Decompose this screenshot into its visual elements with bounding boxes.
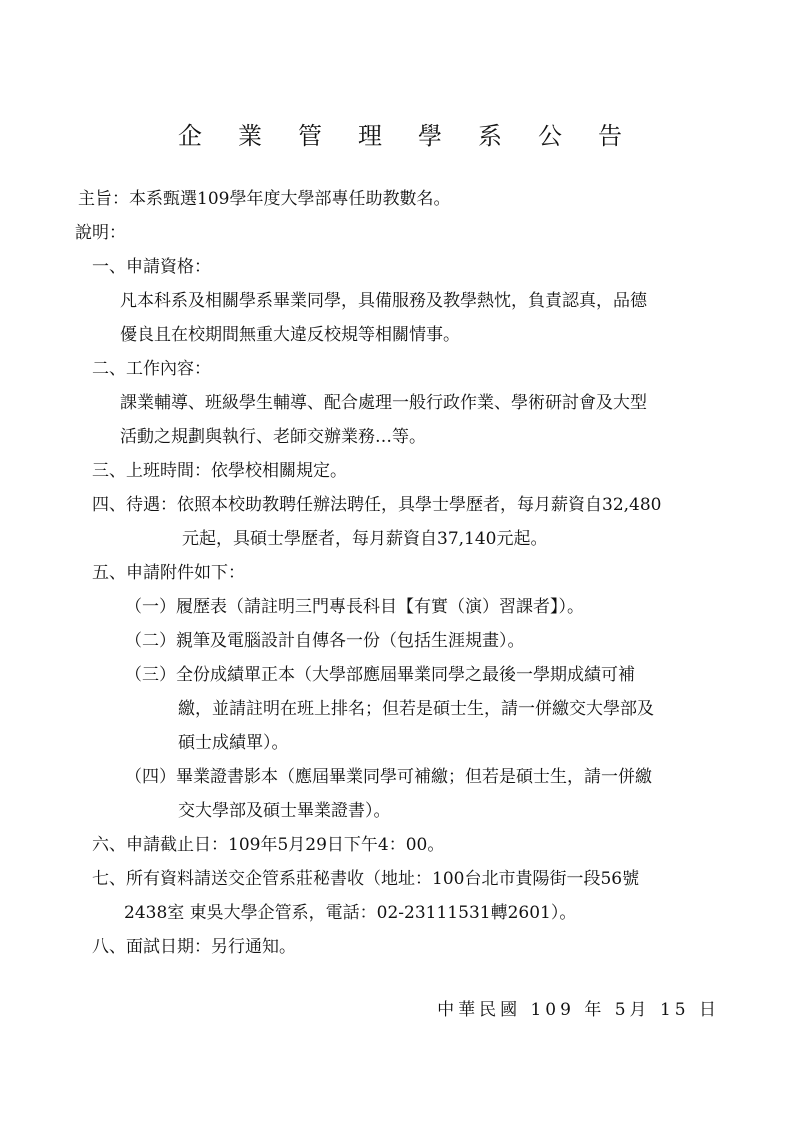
explanation-label: 說明： [75, 223, 126, 243]
item-1-text-line: 優良且在校期間無重大違反校規等相關情事。 [120, 325, 460, 345]
announcement-date: 中華民國 109 年 5月 15 日 [437, 1000, 720, 1020]
attachment-2: （二）親筆及電腦設計自傳各一份（包括生涯規畫）。 [125, 631, 525, 651]
page-title: 企業管理學系公告 [178, 122, 658, 150]
item-4-line: 元起，具碩士學歷者，每月薪資自37,140元起。 [182, 529, 548, 549]
attachment-3-line: （三）全份成績單正本（大學部應屆畢業同學之最後一學期成績可補 [125, 665, 635, 685]
item-5-heading: 五、申請附件如下： [92, 563, 245, 583]
item-4-line: 四、待遇：依照本校助教聘任辦法聘任，具學士學歷者，每月薪資自32,480 [92, 495, 662, 515]
item-2-heading: 二、工作內容： [92, 359, 211, 379]
item-1-heading: 一、申請資格： [92, 257, 211, 277]
attachment-4-line: 交大學部及碩士畢業證書）。 [178, 801, 391, 821]
attachment-4-line: （四）畢業證書影本（應屆畢業同學可補繳；但若是碩士生，請一併繳 [125, 767, 652, 787]
item-8: 八、面試日期：另行通知。 [92, 937, 296, 957]
item-7-line: 七、所有資料請送交企管系莊秘書收（地址：100台北市貴陽街一段56號 [92, 869, 640, 889]
item-1-text-line: 凡本科系及相關學系畢業同學，具備服務及教學熱忱，負責認真，品德 [120, 291, 647, 311]
item-2-text-line: 活動之規劃與執行、老師交辦業務…等。 [120, 427, 426, 447]
item-7-line: 2438室 東吳大學企管系，電話：02-23111531轉2601）。 [124, 903, 577, 923]
item-2-text-line: 課業輔導、班級學生輔導、配合處理一般行政作業、學術研討會及大型 [120, 393, 647, 413]
attachment-1: （一）履歷表（請註明三門專長科目【有實（演）習課者】）。 [125, 597, 584, 617]
item-6: 六、申請截止日：109年5月29日下午4：00。 [92, 835, 445, 855]
subject-line: 主旨：本系甄選109學年度大學部專任助教數名。 [78, 189, 451, 209]
item-3: 三、上班時間：依學校相關規定。 [92, 461, 347, 481]
attachment-3-line: 繳，並請註明在班上排名；但若是碩士生，請一併繳交大學部及 [178, 699, 654, 719]
attachment-3-line: 碩士成績單）。 [178, 733, 289, 753]
